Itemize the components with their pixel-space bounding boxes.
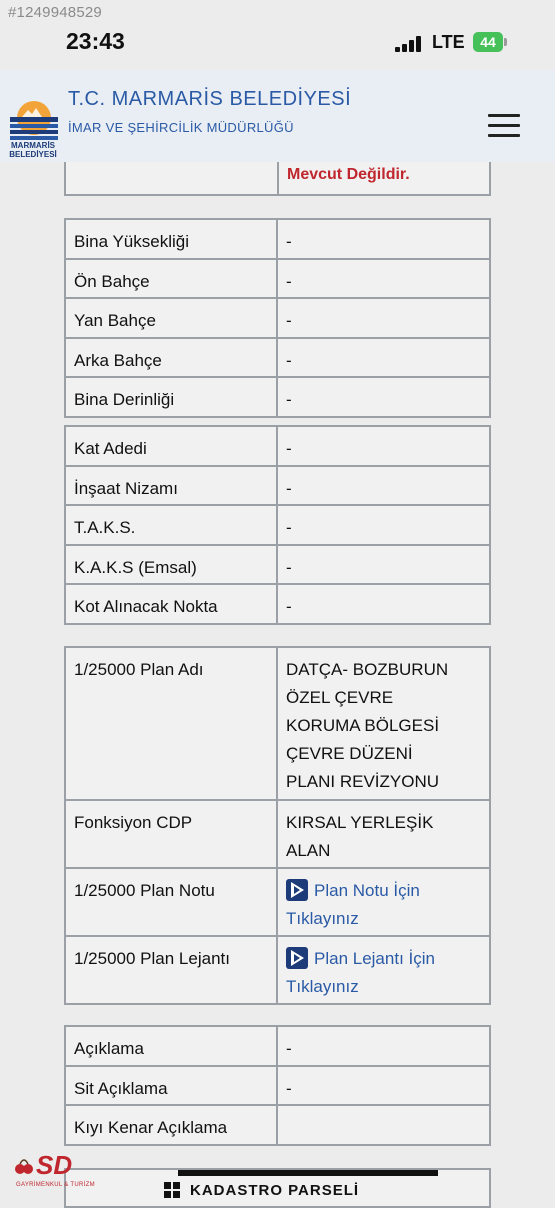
row-label: Sit Açıklama: [65, 1066, 277, 1105]
table-row: [65, 377, 490, 417]
table-row: [65, 259, 490, 298]
logo-text: MARMARİS BELEDİYESİ: [9, 141, 57, 159]
plan-legend-cell: [277, 936, 490, 1004]
row-label: Kıyı Kenar Açıklama: [65, 1105, 277, 1145]
cherry-icon: [14, 1156, 34, 1176]
row-label: Fonksiyon CDP: [65, 800, 277, 868]
row-label: Bina Derinliği: [65, 377, 277, 417]
row-value: -: [277, 426, 490, 466]
row-label: T.A.K.S.: [65, 505, 277, 545]
function-value: KIRSAL YERLEŞİK ALAN: [277, 800, 490, 868]
menu-icon[interactable]: [488, 114, 522, 140]
table-row: [65, 219, 490, 259]
grid-icon: [164, 1182, 180, 1198]
table-row: [65, 1026, 490, 1066]
table-row: [65, 1105, 490, 1145]
table-row: [65, 584, 490, 624]
table-row: [65, 647, 490, 800]
row-value: -: [277, 1026, 490, 1066]
row-value: [277, 1105, 490, 1145]
battery-icon: 44: [473, 32, 503, 52]
row-label: Kot Alınacak Nokta: [65, 584, 277, 624]
clock: 23:43: [66, 28, 125, 54]
table-row: [65, 936, 490, 1004]
row-label: 1/25000 Plan Adı: [65, 647, 277, 800]
row-label: Yan Bahçe: [65, 298, 277, 338]
construction-table: [64, 425, 491, 625]
cadastre-title: KADASTRO PARSELİ: [190, 1182, 360, 1199]
table-row: [65, 800, 490, 868]
previous-row-fragment: [64, 162, 491, 196]
row-value: -: [277, 377, 490, 417]
site-header: [0, 70, 555, 162]
agency-subtitle: GAYRİMENKUL & TURİZM: [16, 1182, 95, 1188]
table-row: [65, 545, 490, 584]
table-row: [65, 426, 490, 466]
row-value: -: [277, 219, 490, 259]
table-row: [65, 466, 490, 505]
plan-legend-link[interactable]: Plan Lejantı İçin: [286, 945, 481, 973]
plan-note-link-text[interactable]: Tıklayınız: [286, 909, 359, 928]
row-value: -: [277, 466, 490, 505]
table-row: [65, 1066, 490, 1105]
row-label: Bina Yüksekliği: [65, 219, 277, 259]
row-value: -: [277, 259, 490, 298]
row-value: -: [277, 584, 490, 624]
row-label: Arka Bahçe: [65, 338, 277, 377]
row-label: Açıklama: [65, 1026, 277, 1066]
notes-table: [64, 1025, 491, 1146]
row-label: İnşaat Nizamı: [65, 466, 277, 505]
signal-icon: [395, 36, 423, 52]
agency-brand: SD: [36, 1150, 73, 1180]
row-value: -: [277, 1066, 490, 1105]
page-title: T.C. MARMARİS BELEDİYESİ: [68, 88, 352, 110]
network-type: LTE: [432, 32, 465, 52]
plan-table: [64, 646, 491, 1005]
row-label: K.A.K.S (Emsal): [65, 545, 277, 584]
warning-text: Mevcut Değildir.: [287, 166, 410, 183]
table-row: [65, 298, 490, 338]
row-label: 1/25000 Plan Notu: [65, 868, 277, 936]
listing-id: #1249948529: [8, 4, 102, 21]
row-value: -: [277, 298, 490, 338]
row-value: -: [277, 545, 490, 584]
plan-note-link[interactable]: Plan Notu İçin: [286, 877, 481, 905]
row-value: -: [277, 338, 490, 377]
plan-name-value: DATÇA- BOZBURUN ÖZEL ÇEVRE KORUMA BÖLGESİ ÇEVRE DÜZENİ PLANI REVİZYONU: [277, 647, 490, 800]
row-label: Ön Bahçe: [65, 259, 277, 298]
building-table: [64, 218, 491, 418]
play-icon: [286, 879, 308, 901]
agency-logo: [14, 1150, 114, 1190]
status-bar: [0, 24, 555, 64]
table-row: [65, 505, 490, 545]
row-label: 1/25000 Plan Lejantı: [65, 936, 277, 1004]
table-row: [65, 868, 490, 936]
page-subtitle: İMAR VE ŞEHİRCİLİK MÜDÜRLÜĞÜ: [68, 120, 294, 135]
row-value: -: [277, 505, 490, 545]
table-row: [65, 338, 490, 377]
play-icon: [286, 947, 308, 969]
plan-note-cell: [277, 868, 490, 936]
row-label: Kat Adedi: [65, 426, 277, 466]
plan-legend-link-text[interactable]: Tıklayınız: [286, 977, 359, 996]
cadastre-section-header: [64, 1168, 491, 1208]
